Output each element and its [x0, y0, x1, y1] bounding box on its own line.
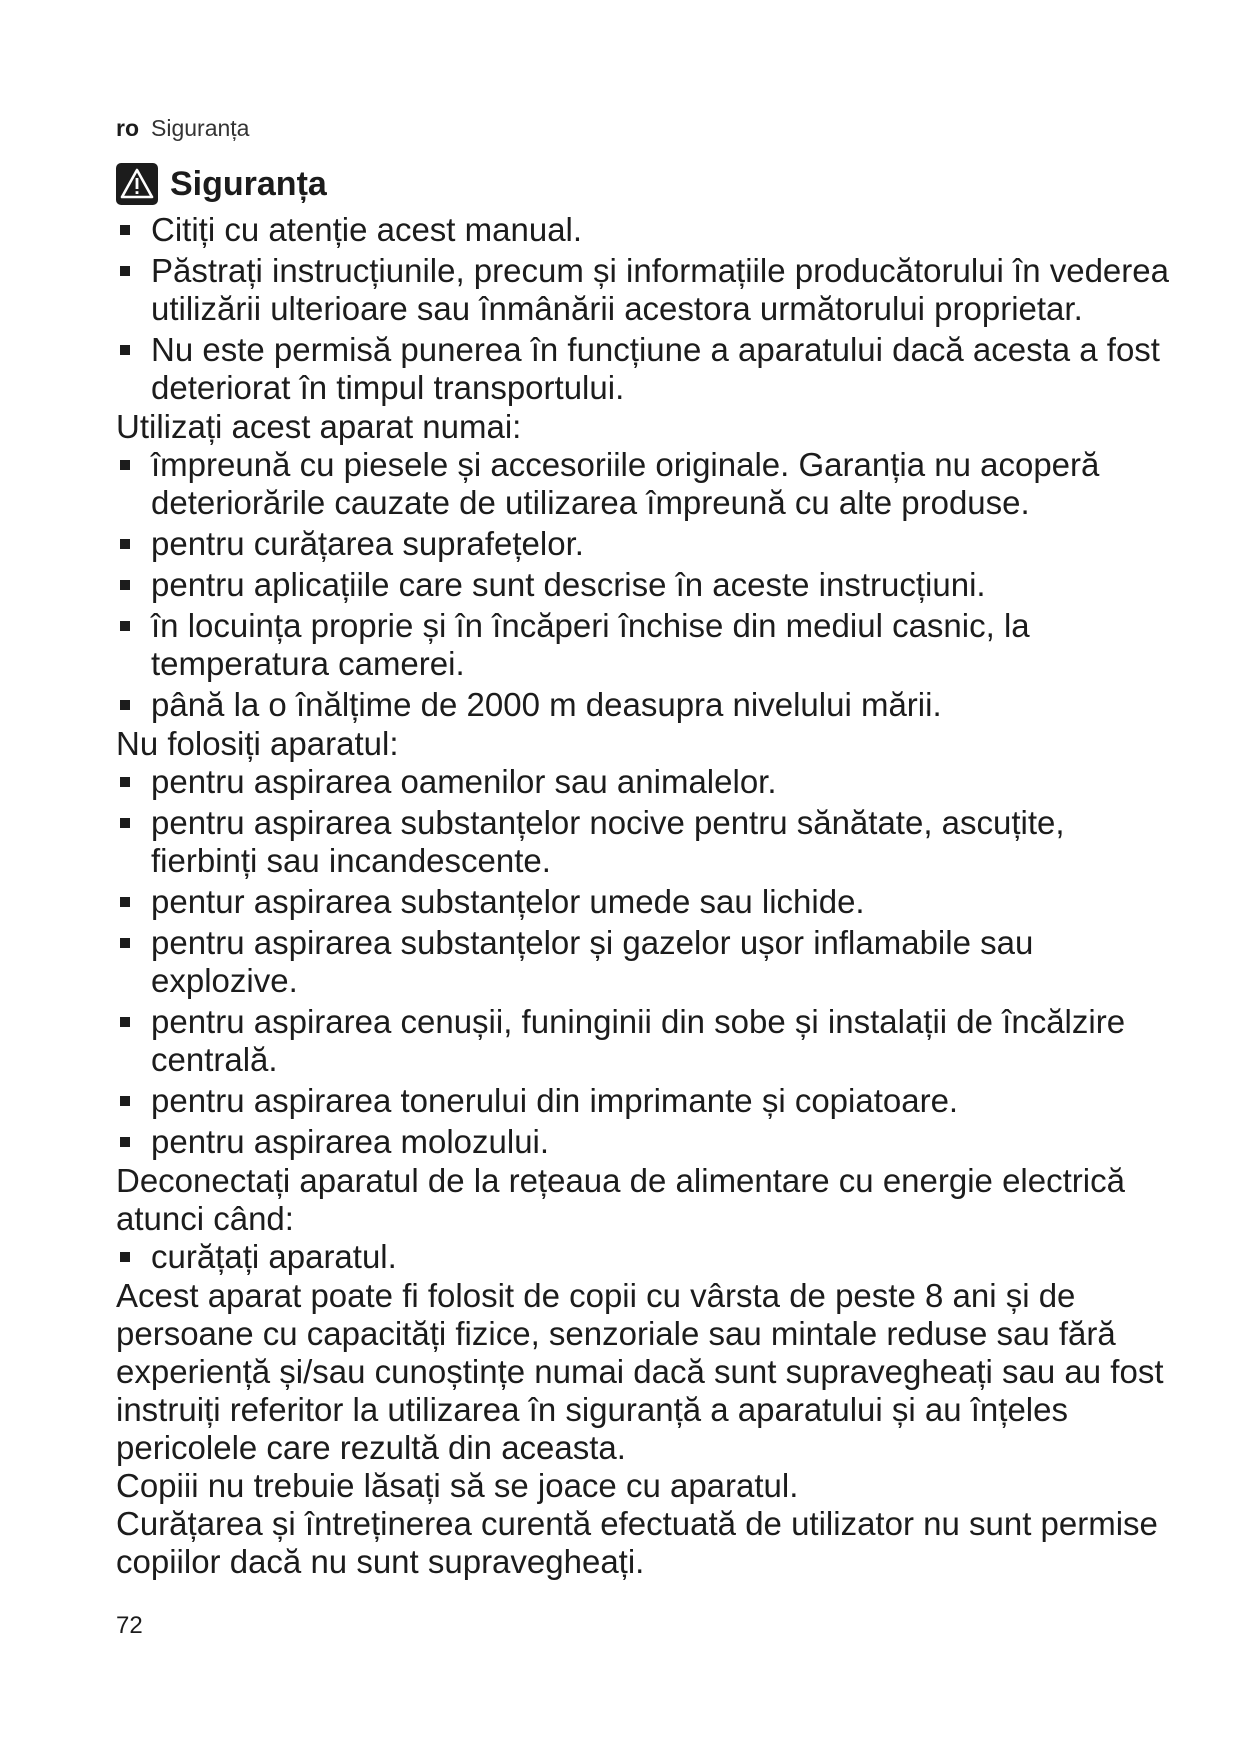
list-item: pentru aspirarea substanțelor nocive pentru sănătate, ascuțite, fierbinți sau incandescente. [116, 804, 1176, 880]
warning-icon [116, 163, 158, 205]
list-item: pentru curățarea suprafețelor. [116, 525, 1176, 563]
section-title [116, 162, 327, 206]
list-item: pentru aplicațiile care sunt descrise în aceste instrucțiuni. [116, 566, 1176, 604]
paragraph: Curățarea și întreținerea curentă efectuată de utilizator nu sunt permise copiilor dacă nu sunt supravegheați. [116, 1505, 1158, 1580]
paragraph: Utilizați acest aparat numai: [116, 408, 522, 445]
list-item: pentru aspirarea tonerului din imprimante și copiatoare. [116, 1082, 1176, 1120]
paragraph: Deconectați aparatul de la rețeaua de alimentare cu energie electrică atunci când: [116, 1162, 1125, 1237]
list-item: împreună cu piesele și accesoriile originale. Garanția nu acoperă deteriorările cauzate de utilizarea împreună cu alte produse. [116, 446, 1176, 522]
list-item: curățați aparatul. [116, 1238, 1176, 1276]
bullet-list [116, 1238, 1176, 1276]
bullet-list [116, 763, 1176, 1161]
paragraph: Copiii nu trebuie lăsați să se joace cu aparatul. [116, 1467, 799, 1504]
list-item: pentru aspirarea cenușii, funinginii din sobe și instalații de încălzire centrală. [116, 1003, 1176, 1079]
header-section-title: Siguranța [151, 115, 250, 141]
paragraph: Nu folosiți aparatul: [116, 725, 399, 762]
list-item: Nu este permisă punerea în funcțiune a aparatului dacă acesta a fost deteriorat în timpul transportului. [116, 331, 1176, 407]
list-item: pentur aspirarea substanțelor umede sau lichide. [116, 883, 1176, 921]
language-code: ro [116, 115, 139, 141]
bullet-list [116, 211, 1176, 407]
safety-content [116, 211, 1176, 1581]
page-header [116, 114, 249, 142]
list-item: în locuința proprie și în încăperi închise din mediul casnic, la temperatura camerei. [116, 607, 1176, 683]
list-item: până la o înălțime de 2000 m deasupra nivelului mării. [116, 686, 1176, 724]
page-title: Siguranța [170, 164, 327, 203]
list-item: pentru aspirarea oamenilor sau animalelor. [116, 763, 1176, 801]
paragraph: Acest aparat poate fi folosit de copii cu vârsta de peste 8 ani și de persoane cu capacități fizice, senzoriale sau mintale reduse sau fără experiență și/sau cunoștințe numai dacă sunt supravegheați sau au fost instruiți referitor la utilizarea în siguranță a aparatului și au înțeles pericolele care rezultă din aceasta. [116, 1277, 1164, 1466]
list-item: Păstrați instrucțiunile, precum și informațiile producătorului în vederea utilizării ulterioare sau înmânării acestora următorului proprietar. [116, 252, 1176, 328]
page-number: 72 [116, 1612, 143, 1639]
bullet-list [116, 446, 1176, 724]
list-item: Citiți cu atenție acest manual. [116, 211, 1176, 249]
list-item: pentru aspirarea molozului. [116, 1123, 1176, 1161]
list-item: pentru aspirarea substanțelor și gazelor ușor inflamabile sau explozive. [116, 924, 1176, 1000]
